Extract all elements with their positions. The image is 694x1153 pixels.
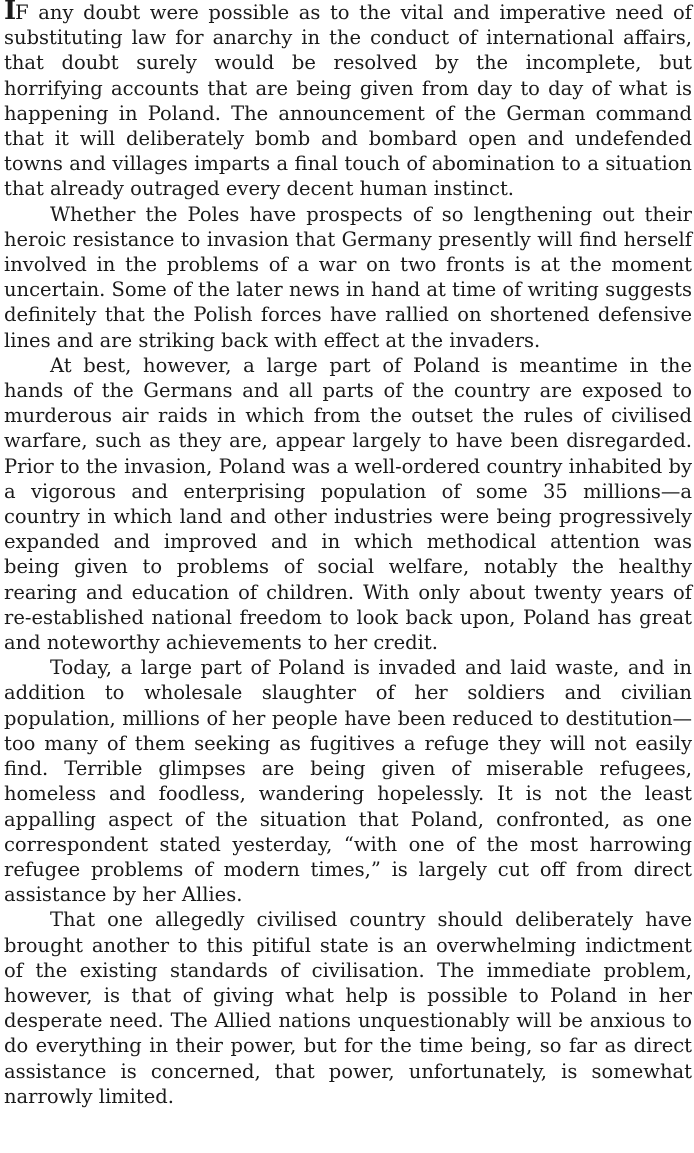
article-column (4, 0, 692, 1109)
paragraph-5: That one allegedly civilised country should deliberately have brought another to this pitiful state is an overwhelming indictment of the existing standards of civilisation. The immediate problem, however, is that of giving what help is possible to Poland in her desperate need. The Allied nations unquestionably will be anxious to do everything in their power, but for the time being, so far as direct assistance is concerned, that power, unfortunately, is somewhat narrowly limited. (4, 908, 692, 1108)
paragraph-2: Whether the Poles have prospects of so lengthening out their heroic resistance to invasion that Germany presently will find herself involved in the problems of a war on two fronts is at the moment uncertain. Some of the later news in hand at time of writing suggests definitely that the Polish forces have rallied on shortened defensive lines and are striking back with effect at the invaders. (4, 202, 692, 352)
paragraph-1-text: F any doubt were possible as to the vital and imperative need of substituting law for anarchy in the conduct of international affairs, that doubt surely would be resolved by the incomplete, but horrifying accounts that are being given from day to day of what is happening in Poland. The announcement of the German command that it will deliberately bomb and bombard open and undefended towns and villages imparts a final touch of abomination to a situation that already outraged every decent human instinct. (4, 1, 692, 201)
drop-cap: I (4, 0, 16, 26)
paragraph-3: At best, however, a large part of Poland is meantime in the hands of the Germans and all parts of the country are exposed to murderous air raids in which from the outset the rules of civilised warfare, such as they are, appear largely to have been disregarded. Prior to the invasion, Poland was a well-ordered country inhabited by a vigorous and enterprising population of some 35 millions—a country in which land and other industries were being progressively expanded and improved and in which methodical attention was being given to problems of social welfare, notably the healthy rearing and education of children. With only about twenty years of re-established national freedom to look back upon, Poland has great and noteworthy achievements to her credit. (4, 353, 692, 655)
paragraph-4: Today, a large part of Poland is invaded and laid waste, and in addition to wholesale slaughter of her soldiers and civilian population, millions of her people have been reduced to destitution—too many of them seeking as fugitives a refuge they will not easily find. Terrible glimpses are being given of miserable refugees, homeless and foodless, wandering hopelessly. It is not the least appalling aspect of the situation that Poland, confronted, as one correspondent stated yesterday, “with one of the most harrowing refugee problems of modern times,” is largely cut off from direct assistance by her Allies. (4, 656, 692, 907)
paragraph-1 (4, 0, 692, 202)
